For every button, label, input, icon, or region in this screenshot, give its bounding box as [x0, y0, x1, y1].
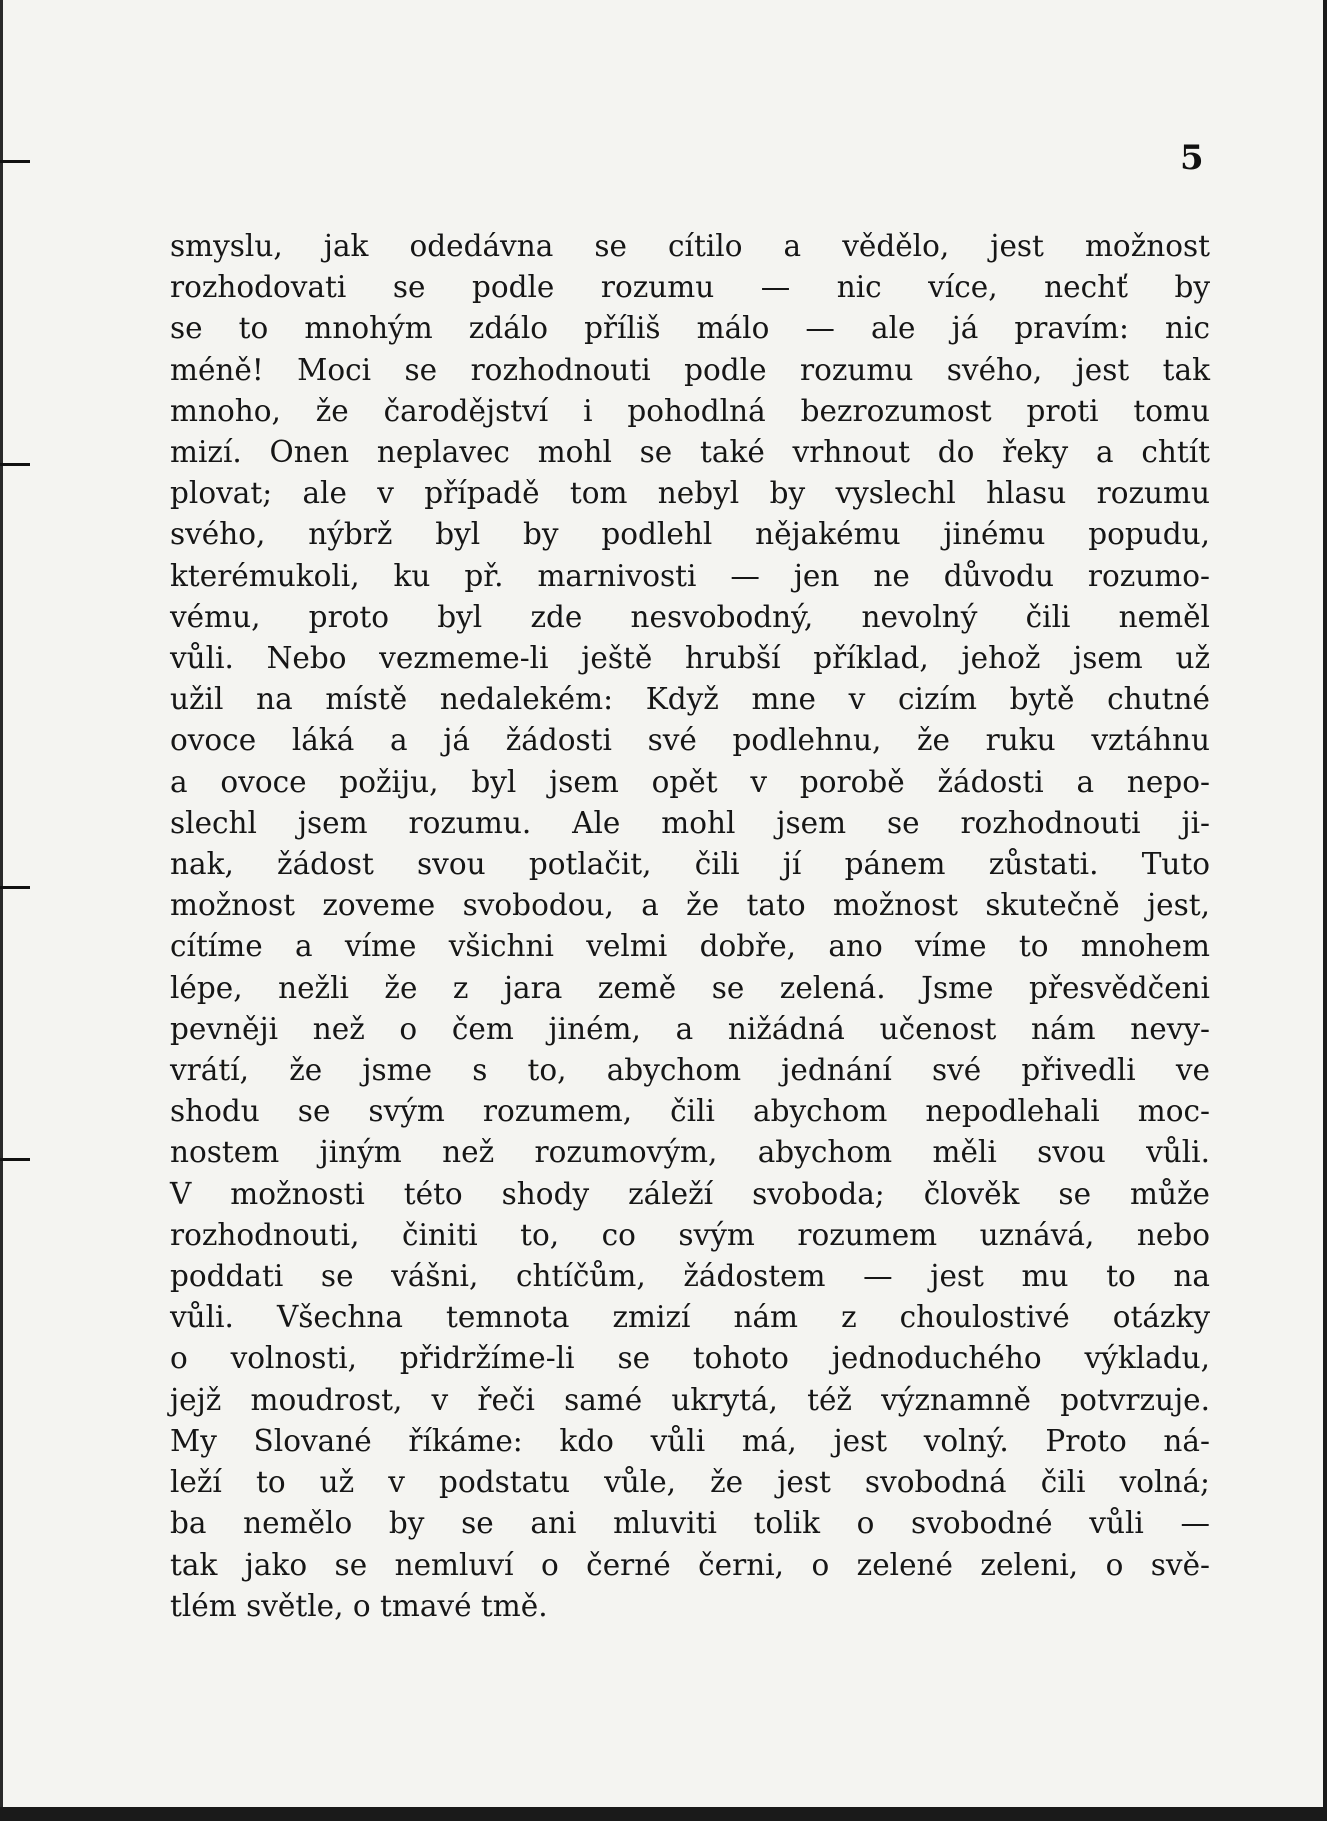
text-line: kterémukoli, ku př. marnivosti — jen ne důvodu rozumo- [170, 558, 1210, 593]
scan-edge-bottom [0, 1807, 1327, 1821]
text-line: plovat; ale v případě tom nebyl by vyslechl hlasu rozumu [170, 476, 1210, 511]
text-line: jejž moudrost, v řeči samé ukrytá, též významně potvrzuje. [170, 1382, 1210, 1417]
text-line: smyslu, jak odedávna se cítilo a vědělo, jest možnost [170, 229, 1210, 263]
text-line: mnoho, že čarodějství i pohodlná bezrozumost proti tomu [170, 393, 1210, 428]
text-line: méně! Moci se rozhodnouti podle rozumu svého, jest tak [170, 352, 1210, 387]
body-text [170, 226, 1210, 1627]
text-line: slechl jsem rozumu. Ale mohl jsem se rozhodnouti ji- [170, 805, 1210, 840]
text-line: nak, žádost svou potlačit, čili jí pánem zůstati. Tuto [170, 847, 1210, 882]
scan-edge-right [1323, 0, 1327, 1821]
text-line: se to mnohým zdálo příliš málo — ale já pravím: nic [170, 311, 1210, 346]
text-line: poddati se vášni, chtíčům, žádostem — jest mu to na [170, 1259, 1210, 1294]
text-line: ba nemělo by se ani mluviti tolik o svobodné vůli — [170, 1506, 1210, 1541]
text-line: o volnosti, přidržíme-li se tohoto jednoduchého výkladu, [170, 1341, 1210, 1376]
text-line: a ovoce požiju, byl jsem opět v porobě žádosti a nepo- [170, 764, 1210, 799]
text-line: leží to už v podstatu vůle, že jest svobodná čili volná; [170, 1465, 1210, 1500]
text-line: vůli. Všechna temnota zmizí nám z choulostivé otázky [170, 1300, 1210, 1335]
text-line: lépe, nežli že z jara země se zelená. Jsme přesvědčeni [170, 970, 1210, 1005]
text-line: tak jako se nemluví o černé černi, o zelené zeleni, o svě- [170, 1547, 1210, 1582]
text-line: vůli. Nebo vezmeme-li ještě hrubší příklad, jehož jsem už [170, 641, 1210, 676]
text-line: My Slované říkáme: kdo vůli má, jest volný. Proto ná- [170, 1423, 1210, 1458]
margin-tick-mark [0, 160, 30, 163]
text-line: cítíme a víme všichni velmi dobře, ano víme to mnohem [170, 929, 1210, 964]
page-number: 5 [1180, 138, 1204, 178]
text-line: rozhodovati se podle rozumu — nic více, nechť by [170, 270, 1210, 305]
scan-edge-left [0, 0, 3, 1821]
text-line: rozhodnouti, činiti to, co svým rozumem uznává, nebo [170, 1217, 1210, 1252]
text-line: vrátí, že jsme s to, abychom jednání své přivedli ve [170, 1053, 1210, 1088]
margin-tick-mark [0, 463, 30, 466]
text-line: V možnosti této shody záleží svoboda; člověk se může [170, 1176, 1210, 1211]
text-line: vému, proto byl zde nesvobodný, nevolný čili neměl [170, 599, 1210, 634]
text-line: mizí. Onen neplavec mohl se také vrhnout do řeky a chtít [170, 435, 1210, 470]
text-line: pevněji než o čem jiném, a nižádná učenost nám nevy- [170, 1011, 1210, 1046]
margin-tick-mark [0, 1158, 30, 1161]
margin-tick-mark [0, 886, 30, 889]
text-line: tlém světle, o tmavé tmě. [170, 1588, 548, 1623]
text-line: ovoce láká a já žádosti své podlehnu, že ruku vztáhnu [170, 723, 1210, 758]
text-line: užil na místě nedalekém: Když mne v cizím bytě chutné [170, 682, 1210, 717]
text-line: svého, nýbrž byl by podlehl nějakému jinému popudu, [170, 517, 1210, 552]
text-line: možnost zoveme svobodou, a že tato možnost skutečně jest, [170, 888, 1210, 923]
text-line: nostem jiným než rozumovým, abychom měli svou vůli. [170, 1135, 1210, 1170]
text-line: shodu se svým rozumem, čili abychom nepodlehali moc- [170, 1094, 1210, 1129]
